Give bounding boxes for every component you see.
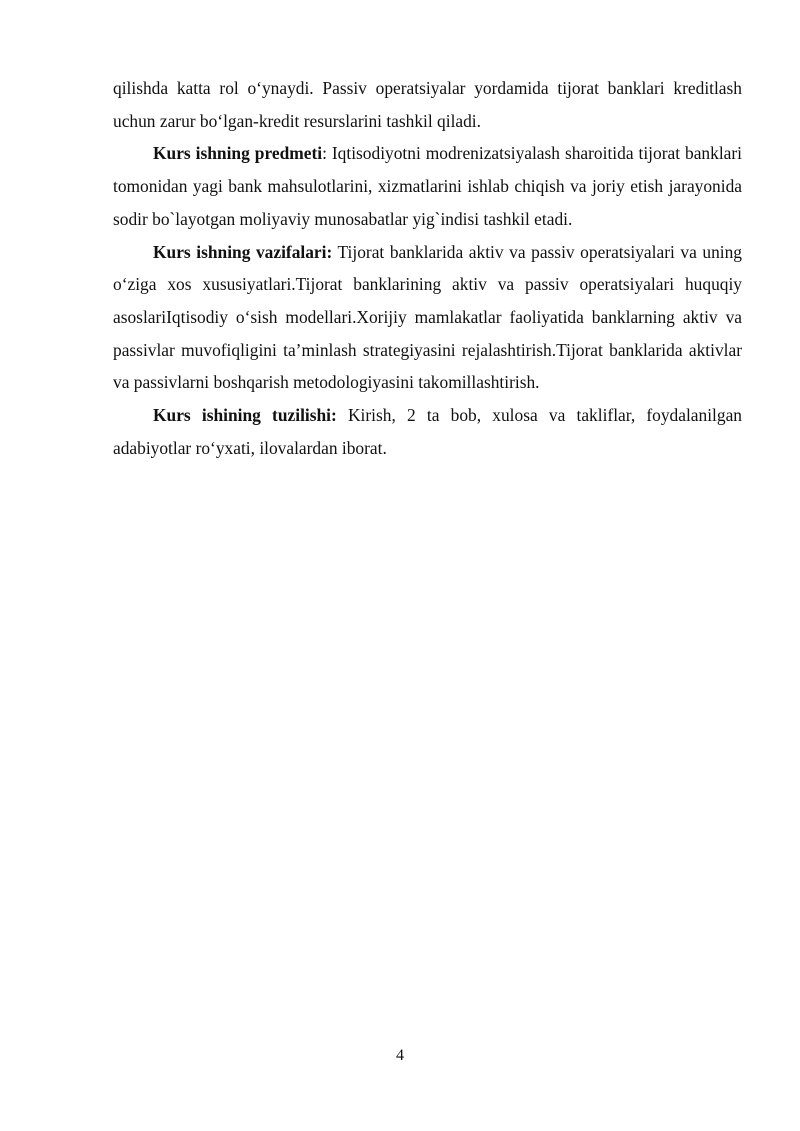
paragraph-lead: Kurs ishining tuzilishi: — [153, 405, 337, 426]
page-number: 4 — [396, 1047, 404, 1064]
paragraph-text: Tijorat banklarida aktiv va passiv operatsiyalari va uning o‘ziga xos xususiyatlari.Tijorat banklarining aktiv va passiv operatsiyalari huquqiy asoslariIqtisodiy o‘sish modellari.Xorijiy mamlakatlar faoliyatida banklarning aktiv va passivlar muvofiqligini ta’minlash strategiyasini rejalashtirish.Tijorat banklarida aktivlar va passivlarni boshqarish metodologiyasini takomillashtirish. — [113, 241, 742, 393]
paragraph-subject — [113, 137, 742, 235]
paragraph-lead: Kurs ishning predmeti — [153, 143, 323, 164]
document-page — [113, 72, 742, 464]
paragraph-structure — [113, 399, 742, 464]
paragraph-lead: Kurs ishning vazifalari: — [153, 241, 333, 262]
paragraph-tasks — [113, 236, 742, 400]
paragraph-text: qilishda katta rol o‘ynaydi. Passiv operatsiyalar yordamida tijorat banklari kreditlash uchun zarur bo‘lgan-kredit resurslarini tashkil qiladi. — [113, 78, 742, 131]
paragraph-text: Kirish, 2 ta bob, xulosa va takliflar, foydalanilgan adabiyotlar ro‘yxati, ilovalardan iborat. — [113, 405, 742, 458]
paragraph-continuation — [113, 72, 742, 137]
paragraph-text: : Iqtisodiyotni modrenizatsiyalash sharoitida tijorat banklari tomonidan yagi bank mahsulotlarini, xizmatlarini ishlab chiqish va joriy etish jarayonida sodir bo`layotgan moliyaviy munosabatlar yig`indisi tashkil etadi. — [113, 143, 742, 229]
